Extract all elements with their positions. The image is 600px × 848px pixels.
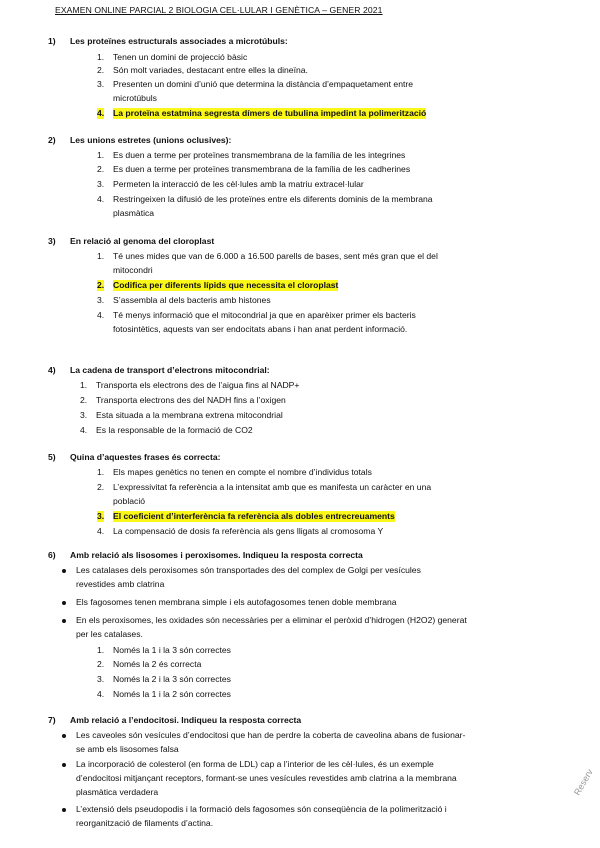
watermark: Reserv xyxy=(572,767,595,797)
q3-option-2-number: 2. xyxy=(97,280,105,290)
q4-option-1-number: 1. xyxy=(80,380,88,390)
question-5-text: Quina d’aquestes frases és correcta: xyxy=(70,452,221,462)
q3-option-4-number: 4. xyxy=(97,310,105,320)
q1-option-3-text-cont: microtúbuls xyxy=(113,93,157,103)
q2-option-2-text: Es duen a terme per proteïnes transmembrana de la família de les cadherines xyxy=(113,164,411,174)
bullet-icon xyxy=(62,763,66,767)
q6-option-1-number: 1. xyxy=(97,645,105,655)
q2-option-4-number: 4. xyxy=(97,194,105,204)
page-title: EXAMEN ONLINE PARCIAL 2 BIOLOGIA CEL·LULAR I GENÈTICA – GENER 2021 xyxy=(55,5,383,15)
q5-option-3-text-highlighted: El coeficient d’interferència fa referència als dobles entrecreuaments xyxy=(113,511,395,521)
q4-option-3-text: Esta situada a la membrana extrena mitocondrial xyxy=(96,410,283,420)
bullet-icon xyxy=(62,601,66,605)
q2-option-1-text: Es duen a terme per proteïnes transmembrana de la família de les integrines xyxy=(113,150,406,160)
question-6-number: 6) xyxy=(48,550,56,560)
q5-option-2-text: L’expressivitat fa referència a la intensitat amb que es manifesta un caràcter en una xyxy=(113,482,432,492)
q7-statement-1: Les caveoles són vesícules d’endocitosi que han de perdre la coberta de caveolina abans de fusionar- xyxy=(76,730,466,740)
question-1-number: 1) xyxy=(48,36,56,46)
question-4-text: La cadena de transport d’electrons mitocondrial: xyxy=(70,365,270,375)
q5-option-2-text-cont: població xyxy=(113,496,146,506)
q2-option-4-text-cont: plasmàtica xyxy=(113,208,155,218)
q4-option-4-text: Es la responsable de la formació de CO2 xyxy=(96,425,253,435)
q5-option-1-text: Els mapes genètics no tenen en compte el nombre d’individus totals xyxy=(113,467,372,477)
q1-option-3-text: Presenten un domini d’unió que determina la distància d’empaquetament entre xyxy=(113,79,414,89)
q1-option-1-text: Tenen un domini de projecció bàsic xyxy=(113,52,248,62)
question-5-number: 5) xyxy=(48,452,56,462)
question-6-text: Amb relació als lisosomes i peroxisomes. Indiqueu la resposta correcta xyxy=(70,550,363,560)
q5-option-4-number: 4. xyxy=(97,526,105,536)
bullet-icon xyxy=(62,619,66,623)
q5-option-3-number: 3. xyxy=(97,511,105,521)
q3-option-3-number: 3. xyxy=(97,295,105,305)
q6-statement-2: Els fagosomes tenen membrana simple i els autofagosomes tenen doble membrana xyxy=(76,597,397,607)
q3-option-4-text: Té menys informació que el mitocondrial ja que en aparèixer primer els bacteris xyxy=(113,310,416,320)
q1-option-1-number: 1. xyxy=(97,52,105,62)
q6-option-3-number: 3. xyxy=(97,674,105,684)
q5-option-4-text: La compensació de dosis fa referència als gens lligats al cromosoma Y xyxy=(113,526,384,536)
q2-option-3-number: 3. xyxy=(97,179,105,189)
question-3-number: 3) xyxy=(48,236,56,246)
question-4-number: 4) xyxy=(48,365,56,375)
q1-option-2-number: 2. xyxy=(97,65,105,75)
question-7-text: Amb relació a l’endocitosi. Indiqueu la resposta correcta xyxy=(70,715,302,725)
bullet-icon xyxy=(62,808,66,812)
q3-option-1-text: Té unes mides que van de 6.000 a 16.500 parells de bases, sent més gran que el del xyxy=(113,251,438,261)
q7-statement-2: La incorporació de colesterol (en forma de LDL) cap a l’interior de les cèl·lules, és un exemple xyxy=(76,759,434,769)
question-7-number: 7) xyxy=(48,715,56,725)
q7-statement-3-cont: reorganització de filaments d’actina. xyxy=(76,818,214,828)
q6-statement-3-cont: per les catalases. xyxy=(76,629,143,639)
q1-option-3-number: 3. xyxy=(97,79,105,89)
q2-option-4-text: Restringeixen la difusió de les proteïnes entre els diferents dominis de la membrana xyxy=(113,194,433,204)
q2-option-3-text: Permeten la interacció de les cèl·lules amb la matriu extracel·lular xyxy=(113,179,364,189)
q1-option-4-text-highlighted: La proteïna estatmina segresta dímers de tubulina impedint la polimerització xyxy=(113,108,427,118)
q6-statement-3: En els peroxisomes, les oxidades són necessàries per a eliminar el peròxid d’hidrogen (H2O2) generat xyxy=(76,615,467,625)
q2-option-1-number: 1. xyxy=(97,150,105,160)
q6-statement-1: Les catalases dels peroxisomes són transportades des del complex de Golgi per vesícules xyxy=(76,565,421,575)
q6-option-4-number: 4. xyxy=(97,689,105,699)
q5-option-1-number: 1. xyxy=(97,467,105,477)
q6-statement-1-cont: revestides amb clatrina xyxy=(76,579,165,589)
q4-option-2-number: 2. xyxy=(80,395,88,405)
q1-option-2-text: Són molt variades, destacant entre elles la dineïna. xyxy=(113,65,308,75)
q2-option-2-number: 2. xyxy=(97,164,105,174)
q6-option-3-text: Només la 2 i la 3 són correctes xyxy=(113,674,231,684)
question-1-text: Les proteïnes estructurals associades a microtúbuls: xyxy=(70,36,288,46)
q7-statement-2-cont: d’endocitosi mitjançant receptors, formant-se unes vesícules revestides amb clatrina a la membrana xyxy=(76,773,457,783)
question-3-text: En relació al genoma del cloroplast xyxy=(70,236,215,246)
q7-statement-3: L’extensió dels pseudopodis i la formació dels fagosomes són conseqüència de la polimerització i xyxy=(76,804,447,814)
q7-statement-2-cont2: plasmàtica verdadera xyxy=(76,787,159,797)
q6-option-2-number: 2. xyxy=(97,659,105,669)
question-2-number: 2) xyxy=(48,135,56,145)
q4-option-4-number: 4. xyxy=(80,425,88,435)
q5-option-2-number: 2. xyxy=(97,482,105,492)
question-2-text: Les unions estretes (unions oclusives): xyxy=(70,135,232,145)
bullet-icon xyxy=(62,569,66,573)
bullet-icon xyxy=(62,734,66,738)
q6-option-1-text: Només la 1 i la 3 són correctes xyxy=(113,645,231,655)
q3-option-4-text-cont: fotosintètics, aquests van ser endocitats abans i han anat perdent informació. xyxy=(113,324,408,334)
q1-option-4-number: 4. xyxy=(97,108,105,118)
q3-option-3-text: S’assembla al dels bacteris amb histones xyxy=(113,295,271,305)
q6-option-4-text: Només la 1 i la 2 són correctes xyxy=(113,689,231,699)
q4-option-2-text: Transporta electrons des del NADH fins a l’oxigen xyxy=(96,395,286,405)
q6-option-2-text: Només la 2 és correcta xyxy=(113,659,202,669)
q4-option-1-text: Transporta els electrons des de l’aigua fins al NADP+ xyxy=(96,380,300,390)
q3-option-2-text-highlighted: Codifica per diferents lípids que necessita el cloroplast xyxy=(113,280,339,290)
q7-statement-1-cont: se amb els lisosomes falsa xyxy=(76,744,179,754)
q3-option-1-number: 1. xyxy=(97,251,105,261)
q4-option-3-number: 3. xyxy=(80,410,88,420)
q3-option-1-text-cont: mitocondri xyxy=(113,265,153,275)
